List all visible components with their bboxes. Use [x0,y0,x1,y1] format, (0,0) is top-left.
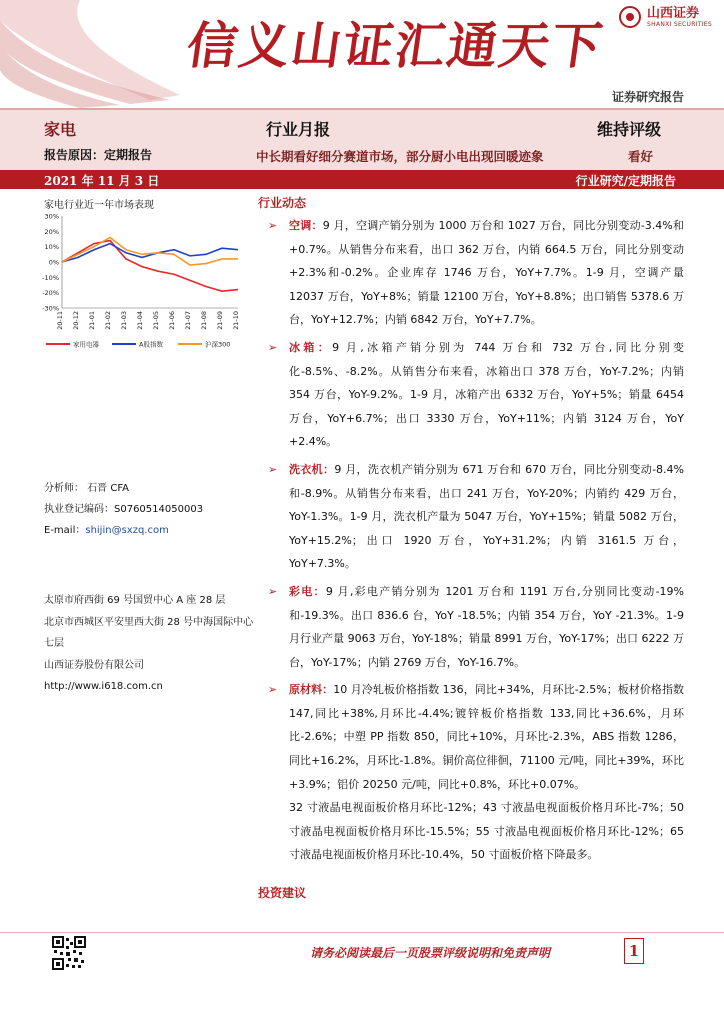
series-line [62,237,238,265]
x-tick-label: 21-03 [120,311,128,330]
y-tick-label: 30% [44,212,59,221]
x-tick-label: 20-12 [72,311,80,330]
y-tick-label: 10% [44,243,59,252]
info-bar [0,110,724,170]
list-item-fridge [264,336,684,454]
page-number: 1 [624,938,644,964]
report-reason: 报告原因：定期报告 [44,148,153,162]
analyst-info [44,478,203,541]
address-line: 北京市西城区平安里西大街 28 号中海国际中心七层 [44,616,254,649]
list-item-materials [264,678,684,796]
sector-label: 家电 [44,120,77,139]
date-bar [0,170,724,189]
company-website[interactable]: http://www.i618.com.cn [44,681,163,692]
item-label: 空调： [289,219,323,232]
legend-label: A股指数 [139,340,163,349]
item-text: 10 月冷轧板价格指数 136，同比+34%，月环比-2.5%；板材价格指数 147,同比+38%,月环比-4.4%;镀锌板价格指数 133,同比+36.6%，月环比-2.6%；中塑 PP 指数 850，同比+10%，月环比-2.3%，ABS 指数 1286，同比+16.2%，月环比-1.8%。铜价高位徘徊，71100 元/吨，同比+39%，环比+3.9%；铝价 20250 元/吨，同比+0.8%，环比+0.07%。 [289,683,684,791]
x-tick-label: 21-04 [136,311,144,330]
address-line: 太原市府西街 69 号国贸中心 A 座 28 层 [44,595,226,606]
x-tick-label: 21-07 [184,311,192,330]
arrow-bullet-icon: ➢ [268,219,278,232]
y-tick-label: -30% [42,304,59,313]
item-text: 9 月，洗衣机产销分别为 671 万台和 670 万台，同比分别变动-8.4%和-8.9%。从销售分布来看，出口 241 万台，YoY-20%；内销约 429 万台，YoY-1.3%。1-9 月，洗衣机产量为 5047 万台，YoY+15%；销量 5082 万台，YoY+15.2%；出口 1920 万台，YoY+31.2%；内销 3161.5 万台，YoY+7.3%。 [289,462,685,571]
disclaimer-text: 请务必阅读最后一页股票评级说明和免责声明 [310,946,551,960]
analyst-name: 分析师： 石晋 CFA [44,483,130,494]
slogan: 信义山证汇通天下 [183,16,608,75]
x-tick-label: 21-06 [168,311,176,330]
logo-name-cn: 山西证券 [647,5,700,21]
qr-code-icon [52,936,86,970]
y-tick-label: 20% [44,227,59,236]
arrow-bullet-icon: ➢ [268,683,278,697]
analyst-email[interactable]: shijin@sxzq.com [85,525,169,536]
arrow-bullet-icon: ➢ [268,462,278,476]
industry-view: 看好 [628,149,654,164]
y-tick-label: -10% [42,273,59,282]
report-headline: 中长期看好细分赛道市场，部分厨小电出现回暖迹象 [256,149,544,164]
company-logo [619,6,712,28]
y-tick-label: -20% [42,289,59,298]
list-item-ac [264,214,684,332]
chart-svg [38,210,244,358]
logo-name-en: SHANXI SECURITIES [647,20,712,28]
chart-title: 家电行业近一年市场表现 [44,200,154,211]
list-item-tv [264,580,684,674]
analyst-license: 执业登记编码：S0760514050003 [44,504,204,515]
email-label: E-mail： [44,525,86,536]
dynamics-list [264,214,684,867]
x-tick-label: 21-02 [104,311,112,330]
x-tick-label: 21-10 [232,311,240,330]
arrow-bullet-icon: ➢ [268,340,278,354]
company-name: 山西证券股份有限公司 [44,659,144,671]
report-kind: 行业月报 [266,120,331,139]
item-text: 9 月,彩电产销分别为 1201 万台和 1191 万台,分别同比变动-19%和-19.3%。出口 836.6 台，YoY -18.5%；内销 354 万台，YoY -21.3%。1-9 月行业产量 9063 万台，YoY-18%；销量 8991 万台，YoY-17%；出口 6222 万台，YoY-17%；内销 2769 万台，YoY-16.7%。 [289,584,684,669]
item-label: 原材料： [289,683,334,697]
report-date: 2021 年 11 月 3 日 [44,174,160,188]
x-tick-label: 20-11 [56,311,64,330]
x-tick-label: 21-08 [200,311,208,330]
market-performance-chart [38,210,244,358]
footer-divider [0,932,724,933]
company-address [44,590,254,698]
panel-price-text: 32 寸液晶电视面板价格月环比-12%；43 寸液晶电视面板价格月环比-7%；50 寸液晶电视面板价格月环比-15.5%；55 寸液晶电视面板价格月环比-12%；65 寸液晶电视面板价格月环比-10.4%，50 寸面板价格下降最多。 [289,801,684,862]
rating: 维持评级 [597,120,662,139]
section-title-invest: 投资建议 [258,886,307,900]
legend-label: 家用电器 [73,340,99,349]
item-text: 9 月,冰箱产销分别为 744 万台和 732 万台,同比分别变化-8.5%、-8.2%。从销售分布来看，冰箱出口 378 万台，YoY-7.2%；内销 354 万台，YoY-9.2%。1-9 月，冰箱产出 6332 万台，YoY+5%；销量 6454 万台，YoY+6.7%；出口 3330 万台，YoY+11%；内销 3124 万台，YoY +2.4%。 [289,340,684,449]
x-tick-label: 21-09 [216,311,224,330]
series-line [62,241,238,292]
item-text: 9 月，空调产销分别为 1000 万台和 1027 万台，同比分别变动-3.4%和+0.7%。从销售分布来看，出口 362 万台，内销 664.5 万台，同比分别变动+2.3%和-0.2%。企业库存 1746 万台，YoY+7.7%。1-9 月，空调产量 12037 万台，YoY+8%；销量 12100 万台，YoY+8.8%；出口销售 5378.6 万台，YoY+12.7%；内销 6842 万台，YoY+7.7%。 [289,219,684,327]
analyst-email-line [44,520,203,541]
arrow-bullet-icon: ➢ [268,584,278,598]
section-title-dynamics: 行业动态 [258,196,307,210]
list-item-washer [264,458,684,576]
report-category: 行业研究/定期报告 [575,174,676,188]
y-tick-label: 0% [48,258,59,267]
item-label: 洗衣机： [289,462,335,476]
x-tick-label: 21-05 [152,311,160,330]
item-label: 彩电： [289,584,326,598]
report-type: 证券研究报告 [611,90,684,104]
x-tick-label: 21-01 [88,311,96,330]
item-label: 冰箱： [289,340,333,354]
logo-icon [619,6,641,28]
legend-label: 沪深300 [205,340,231,349]
header-banner [0,0,724,110]
